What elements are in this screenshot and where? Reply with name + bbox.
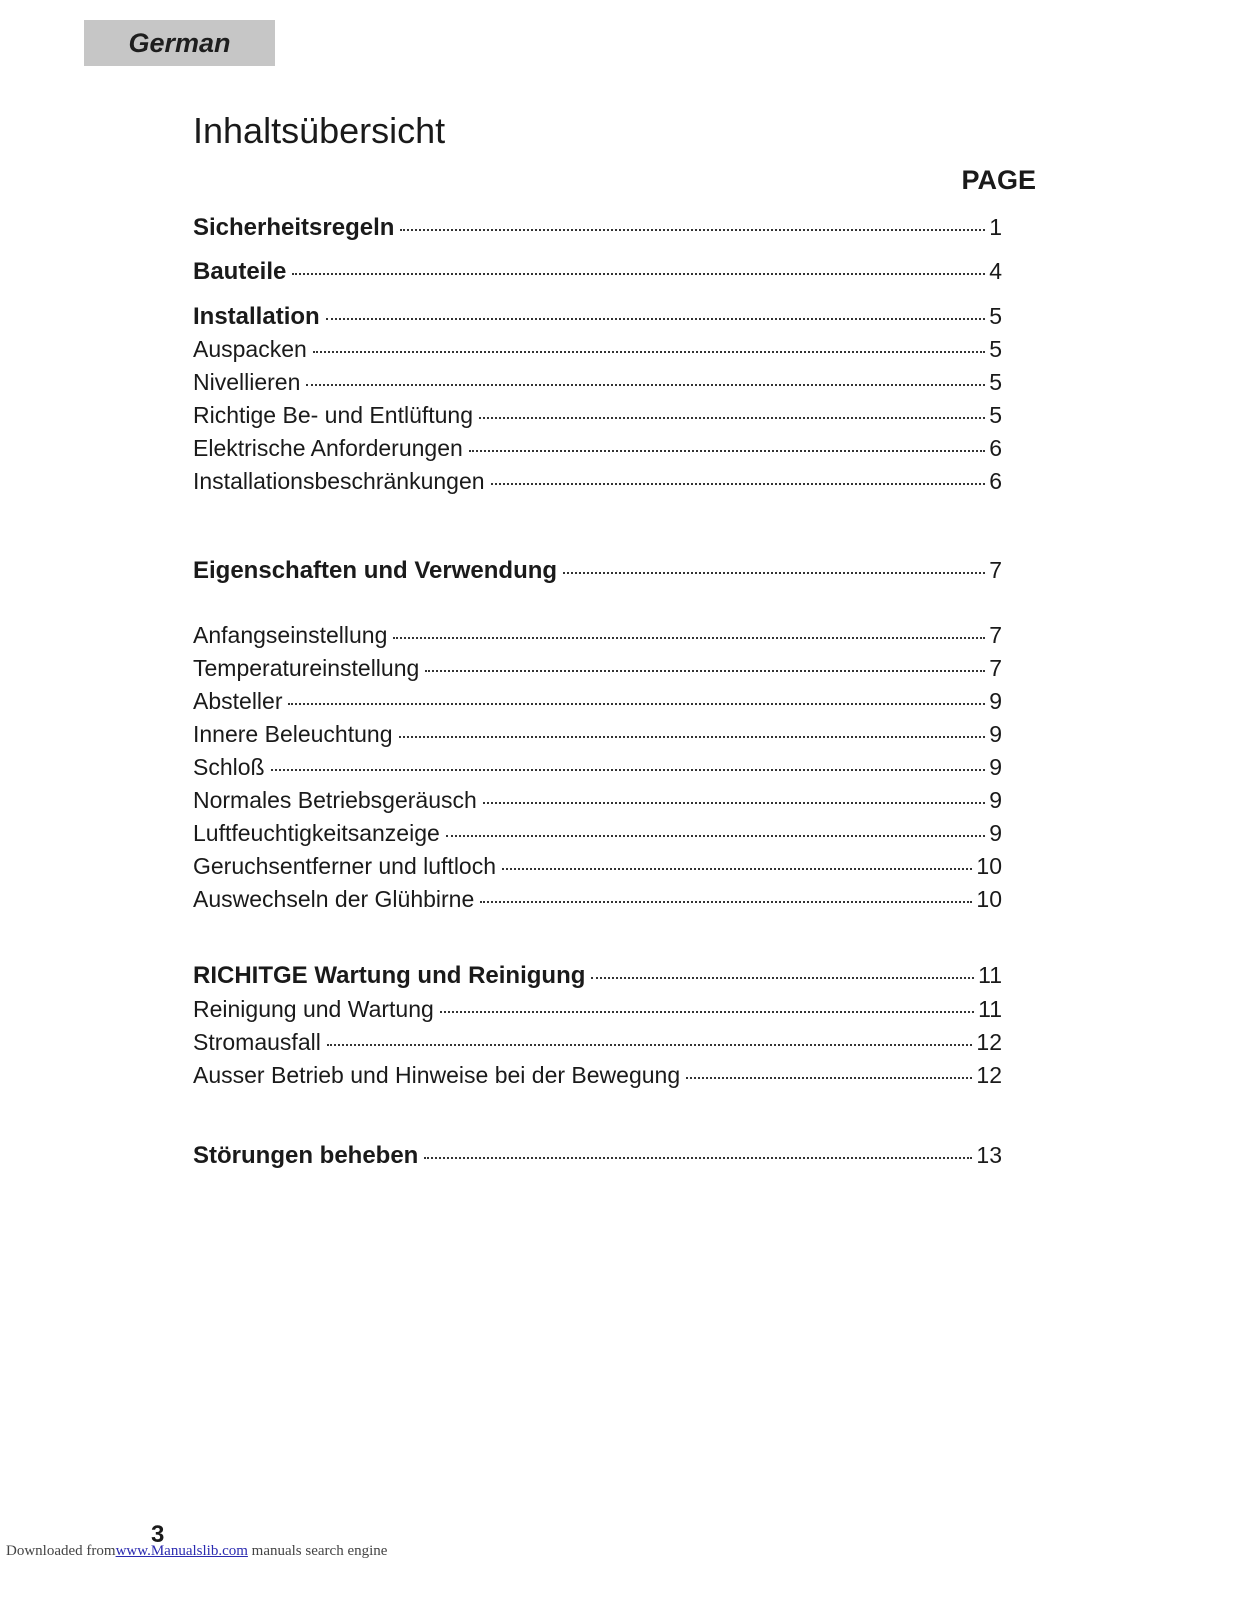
toc-page-number: 9 — [989, 688, 1002, 714]
toc-entry-row[interactable] — [193, 785, 1002, 815]
toc-entry-row[interactable] — [193, 433, 1002, 463]
toc-label: Normales Betriebsgeräusch — [193, 787, 477, 813]
toc-label: Innere Beleuchtung — [193, 721, 393, 747]
page-title: Inhaltsübersicht — [193, 110, 446, 151]
toc-entry-row[interactable] — [193, 1060, 1002, 1090]
dot-leader — [400, 229, 985, 231]
footer-prefix: Downloaded from — [6, 1543, 116, 1559]
toc-section-row[interactable] — [193, 212, 1002, 243]
toc-label: Reinigung und Wartung — [193, 996, 434, 1022]
toc-entry-row[interactable] — [193, 1027, 1002, 1057]
toc-page-number: 9 — [989, 721, 1002, 747]
toc-entry-row[interactable] — [193, 367, 1002, 397]
dot-leader — [563, 572, 985, 574]
toc-entry-row[interactable] — [193, 466, 1002, 496]
toc-label: Auspacken — [193, 336, 307, 362]
dot-leader — [425, 670, 985, 672]
toc-label: Anfangseinstellung — [193, 622, 388, 648]
dot-leader — [424, 1157, 972, 1159]
toc-entry-row[interactable] — [193, 851, 1002, 881]
footer-suffix: manuals search engine — [251, 1543, 388, 1559]
toc-entry-row[interactable] — [193, 653, 1002, 683]
toc-label: Schloß — [193, 754, 265, 780]
toc-label: Störungen beheben — [193, 1142, 419, 1169]
toc-entry-row[interactable] — [193, 994, 1002, 1024]
toc-page-number: 7 — [989, 655, 1002, 681]
dot-leader — [271, 769, 986, 771]
dot-leader — [292, 273, 985, 275]
toc-label: Sicherheitsregeln — [193, 214, 395, 241]
toc-section-row[interactable] — [193, 555, 1002, 586]
dot-leader — [399, 736, 986, 738]
dot-leader — [479, 417, 985, 419]
toc-label: Eigenschaften und Verwendung — [193, 557, 558, 584]
toc-entry-row[interactable] — [193, 818, 1002, 848]
toc-entry-row[interactable] — [193, 334, 1002, 364]
dot-leader — [502, 868, 972, 870]
page-number: 3 — [151, 1521, 165, 1548]
dot-leader — [686, 1077, 972, 1079]
page-column-label: PAGE — [961, 165, 1036, 195]
download-footer — [6, 1543, 387, 1560]
toc-label: Auswechseln der Glühbirne — [193, 886, 475, 912]
dot-leader — [469, 450, 985, 452]
toc-page-number: 13 — [976, 1142, 1002, 1168]
dot-leader — [306, 384, 985, 386]
toc-entry-row[interactable] — [193, 686, 1002, 716]
dot-leader — [326, 318, 986, 320]
dot-leader — [591, 977, 974, 979]
toc-page-number: 12 — [976, 1029, 1002, 1055]
toc-page-number: 9 — [989, 787, 1002, 813]
toc-page-number: 7 — [989, 622, 1002, 648]
toc-label: Ausser Betrieb und Hinweise bei der Bewegung — [193, 1062, 681, 1088]
toc-page-number: 4 — [989, 258, 1002, 284]
dot-leader — [440, 1011, 974, 1013]
toc-page-number: 1 — [989, 214, 1002, 240]
toc-page-number: 5 — [989, 402, 1002, 428]
toc-section-row[interactable] — [193, 1140, 1002, 1171]
dot-leader — [491, 483, 986, 485]
dot-leader — [288, 703, 985, 705]
dot-leader — [393, 637, 985, 639]
toc-label: Installation — [193, 303, 320, 330]
language-tab: German — [84, 20, 275, 66]
toc-label: Elektrische Anforderungen — [193, 435, 463, 461]
toc-entry-row[interactable] — [193, 620, 1002, 650]
toc-page-number: 10 — [976, 853, 1002, 879]
toc-label: Richtige Be- und Entlüftung — [193, 402, 474, 428]
dot-leader — [480, 901, 972, 903]
toc-label: Installationsbeschränkungen — [193, 468, 485, 494]
toc-label: Temperatureinstellung — [193, 655, 420, 681]
toc-page-number: 5 — [989, 336, 1002, 362]
toc-page-number: 9 — [989, 820, 1002, 846]
toc-label: RICHITGE Wartung und Reinigung — [193, 962, 586, 989]
toc-label: Luftfeuchtigkeitsanzeige — [193, 820, 440, 846]
toc-page-number: 7 — [989, 557, 1002, 583]
toc-page-number: 6 — [989, 435, 1002, 461]
dot-leader — [483, 802, 985, 804]
toc-entry-row[interactable] — [193, 400, 1002, 430]
footer-link[interactable]: www.Manualslib.com — [115, 1543, 248, 1559]
toc-section-row[interactable] — [193, 960, 1002, 991]
dot-leader — [313, 351, 985, 353]
dot-leader — [446, 835, 985, 837]
dot-leader — [327, 1044, 973, 1046]
toc-page-number: 6 — [989, 468, 1002, 494]
toc-page-number: 9 — [989, 754, 1002, 780]
toc-entry-row[interactable] — [193, 752, 1002, 782]
toc-label: Absteller — [193, 688, 283, 714]
toc-page-number: 5 — [989, 369, 1002, 395]
toc-entry-row[interactable] — [193, 719, 1002, 749]
toc-section-row[interactable] — [193, 301, 1002, 332]
toc-page-number: 11 — [978, 996, 1002, 1022]
toc-entry-row[interactable] — [193, 884, 1002, 914]
toc-label: Nivellieren — [193, 369, 301, 395]
toc-page-number: 12 — [976, 1062, 1002, 1088]
toc-label: Geruchsentferner und luftloch — [193, 853, 497, 879]
toc-section-row[interactable] — [193, 256, 1002, 287]
toc-page-number: 5 — [989, 303, 1002, 329]
toc-label: Stromausfall — [193, 1029, 321, 1055]
toc-page-number: 10 — [976, 886, 1002, 912]
toc-page-number: 11 — [978, 962, 1002, 988]
toc-label: Bauteile — [193, 258, 287, 285]
